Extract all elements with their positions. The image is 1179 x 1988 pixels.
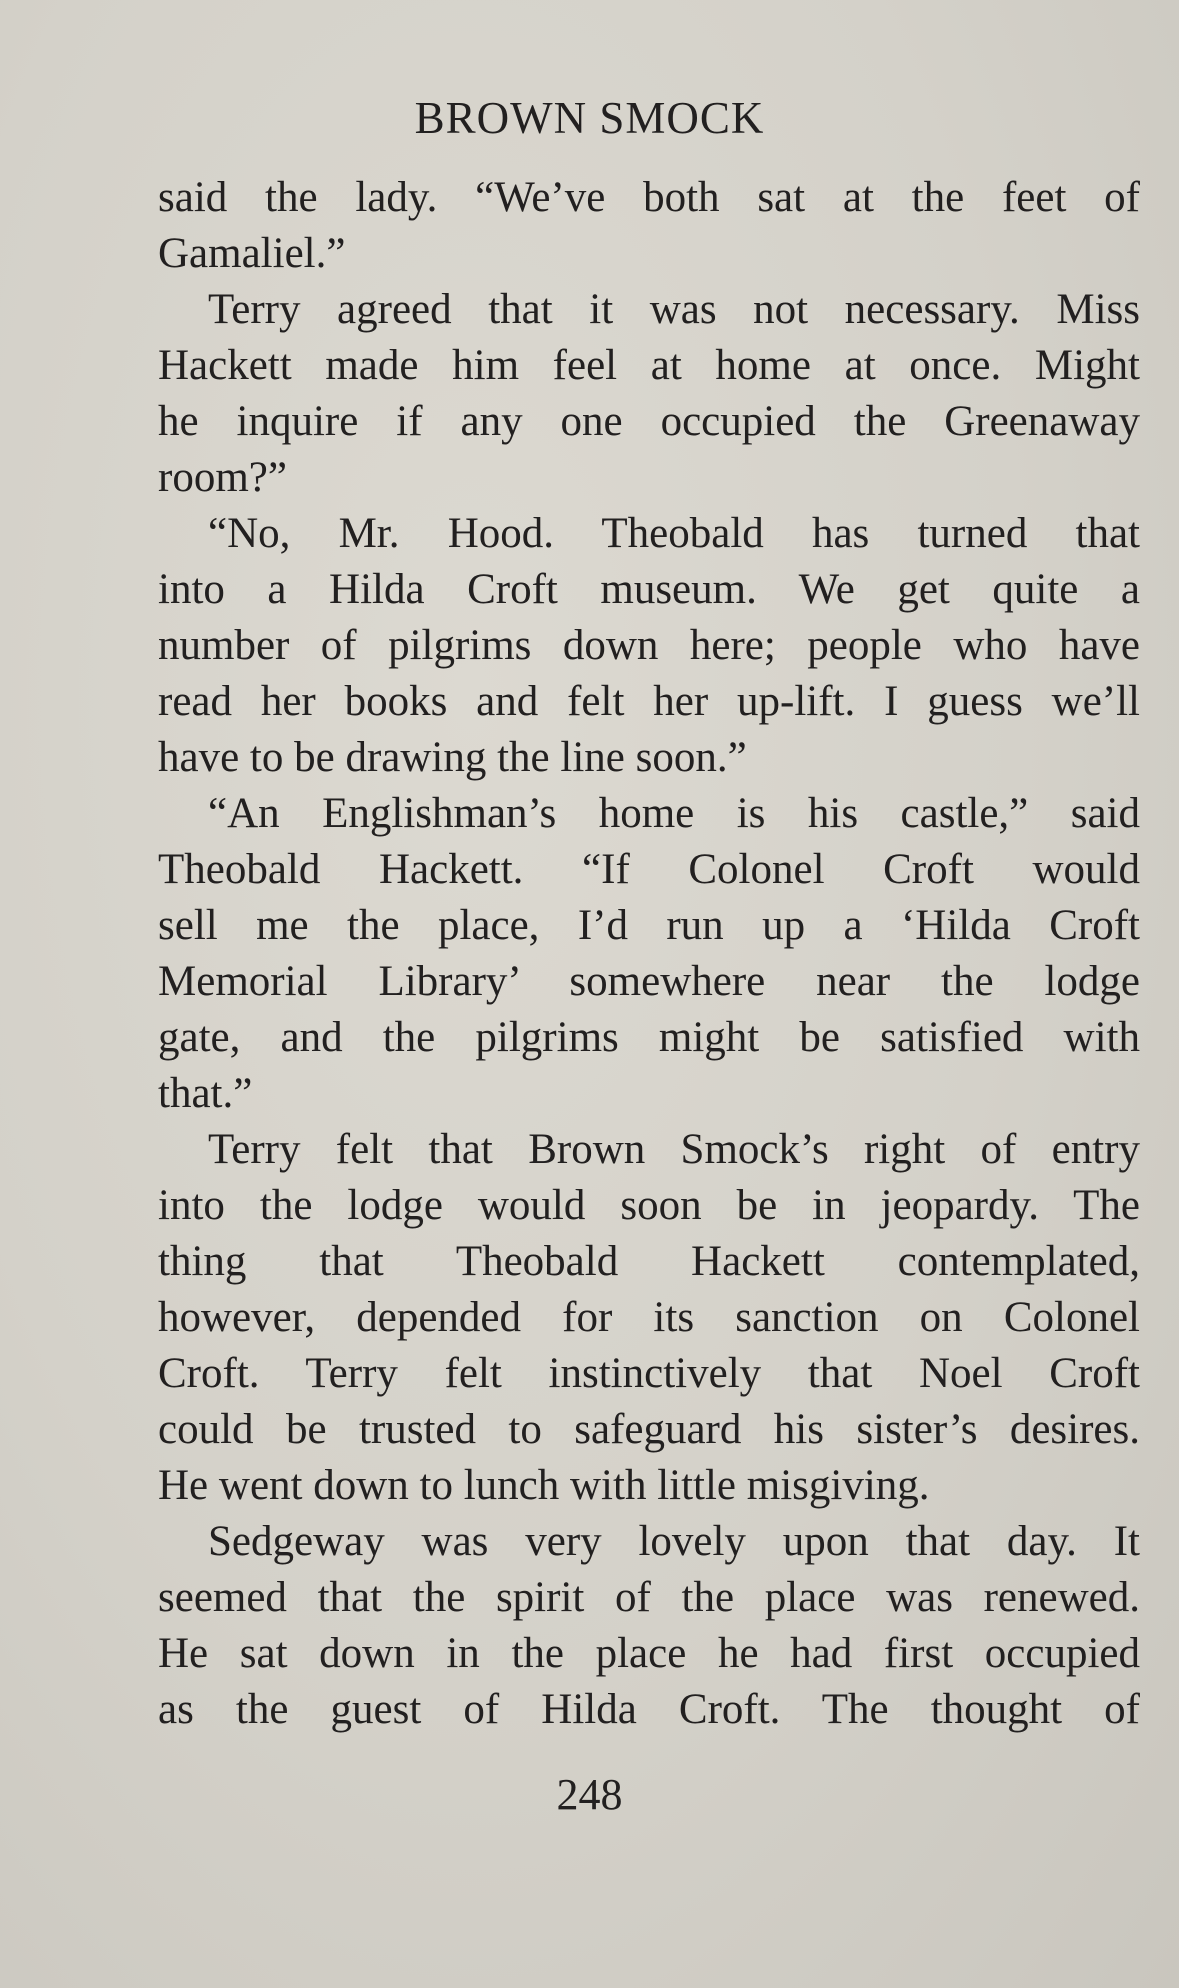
text-line: Gamaliel.” <box>158 230 346 277</box>
text-line: into a Hilda Croft museum. We get quite a <box>158 566 1140 613</box>
text-line: Memorial Library’ somewhere near the lodge <box>158 958 1140 1005</box>
text-line: said the lady. “We’ve both sat at the feet of <box>158 174 1140 221</box>
text-line: number of pilgrims down here; people who have <box>158 622 1140 669</box>
text-line: as the guest of Hilda Croft. The thought of <box>158 1686 1140 1733</box>
body-text <box>158 170 1140 1738</box>
text-line: Croft. Terry felt instinctively that Noel Croft <box>158 1350 1140 1397</box>
text-line: room?” <box>158 454 287 501</box>
text-line: He went down to lunch with little misgiving. <box>158 1462 930 1509</box>
text-line: he inquire if any one occupied the Greenaway <box>158 398 1140 445</box>
text-line: sell me the place, I’d run up a ‘Hilda Croft <box>158 902 1140 949</box>
running-head: BROWN SMOCK <box>414 93 765 143</box>
text-line: gate, and the pilgrims might be satisfied with <box>158 1014 1140 1061</box>
text-line: into the lodge would soon be in jeopardy. The <box>158 1182 1140 1229</box>
text-line: Hackett made him feel at home at once. Might <box>158 342 1140 389</box>
text-line: that.” <box>158 1070 253 1117</box>
text-line: seemed that the spirit of the place was renewed. <box>158 1574 1140 1621</box>
text-line: “No, Mr. Hood. Theobald has turned that <box>208 510 1140 557</box>
text-line: Theobald Hackett. “If Colonel Croft would <box>158 846 1140 893</box>
text-line: Terry agreed that it was not necessary. Miss <box>208 286 1140 333</box>
text-line: Sedgeway was very lovely upon that day. It <box>208 1518 1140 1565</box>
text-line: read her books and felt her up-lift. I guess we’ll <box>158 678 1140 725</box>
page-number: 248 <box>556 1770 623 1819</box>
text-line: could be trusted to safeguard his sister’s desires. <box>158 1406 1140 1453</box>
text-line: “An Englishman’s home is his castle,” said <box>208 790 1140 837</box>
text-line: thing that Theobald Hackett contemplated, <box>158 1238 1140 1285</box>
text-line: Terry felt that Brown Smock’s right of entry <box>208 1126 1140 1173</box>
text-line: He sat down in the place he had first occupied <box>158 1630 1140 1677</box>
text-line: however, depended for its sanction on Colonel <box>158 1294 1140 1341</box>
text-line: have to be drawing the line soon.” <box>158 734 747 781</box>
